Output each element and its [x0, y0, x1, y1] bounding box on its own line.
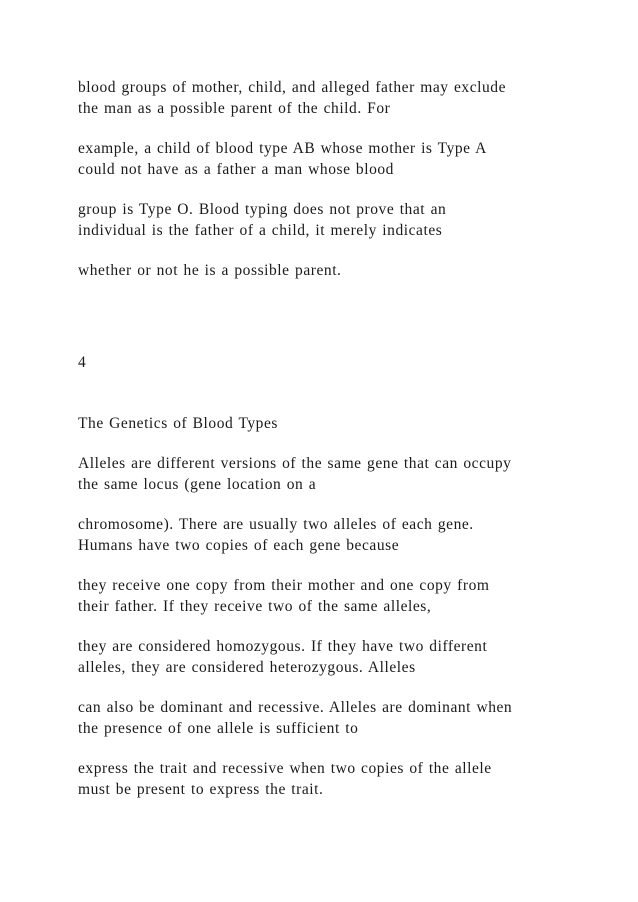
- page-number: 4: [78, 354, 87, 371]
- text-line: individual is the father of a child, it merely indicates: [78, 222, 443, 239]
- text-line: must be present to express the trait.: [78, 781, 324, 798]
- text-line: chromosome). There are usually two alleles of each gene.: [78, 516, 474, 533]
- text-line: Humans have two copies of each gene because: [78, 537, 400, 554]
- text-line: can also be dominant and recessive. Alleles are dominant when: [78, 699, 513, 716]
- text-line: group is Type O. Blood typing does not prove that an: [78, 201, 447, 218]
- text-line: their father. If they receive two of the same alleles,: [78, 598, 432, 615]
- text-line: could not have as a father a man whose blood: [78, 161, 394, 178]
- text-line: whether or not he is a possible parent.: [78, 262, 342, 279]
- text-line: example, a child of blood type AB whose mother is Type A: [78, 140, 487, 157]
- text-line: they receive one copy from their mother and one copy from: [78, 577, 490, 594]
- text-line: the presence of one allele is sufficient to: [78, 720, 359, 737]
- text-line: the same locus (gene location on a: [78, 476, 317, 493]
- text-line: blood groups of mother, child, and alleged father may exclude: [78, 79, 507, 96]
- text-line: express the trait and recessive when two copies of the allele: [78, 760, 492, 777]
- text-line: the man as a possible parent of the child. For: [78, 100, 391, 117]
- text-line: they are considered homozygous. If they have two different: [78, 638, 488, 655]
- section-heading: The Genetics of Blood Types: [78, 415, 278, 432]
- text-line: alleles, they are considered heterozygous. Alleles: [78, 659, 416, 676]
- text-line: Alleles are different versions of the same gene that can occupy: [78, 455, 512, 472]
